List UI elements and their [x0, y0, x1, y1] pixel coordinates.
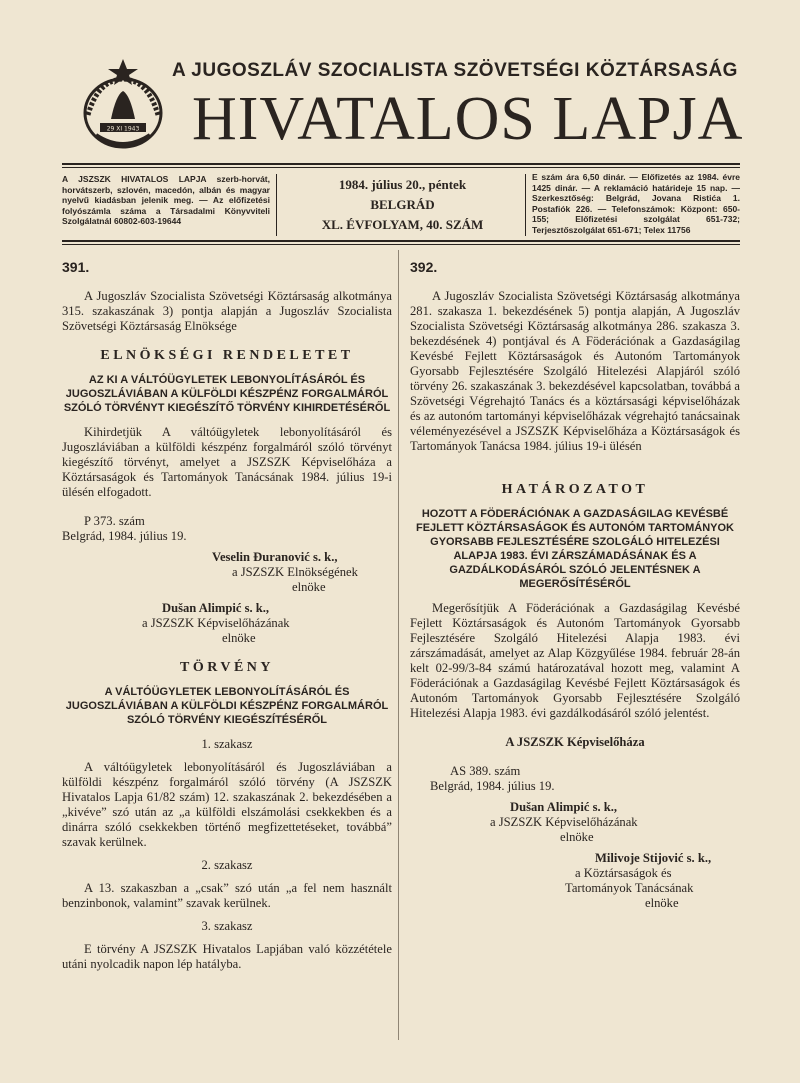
emblem-date: 29 XI 1943: [106, 125, 140, 133]
header-publication-info: A JSZSZK HIVATALOS LAPJA szerb-horvát, horvátszerb, szlovén, macedón, albán és magyar nyelvű kiadásban jelenik meg. — Az előfizetési folyószámla száma a Társadalmi Könyvviteli Szolgálatnál 60802-603-19644: [62, 174, 270, 227]
header-separator-right: [525, 174, 526, 236]
decree-ref-number: P 373. szám: [84, 514, 145, 528]
signatory-role: elnöke: [645, 896, 679, 910]
decree-signature-1: [212, 550, 392, 595]
signatory-name: Dušan Alimpić s. k.,: [510, 800, 618, 814]
header-rule-top-thin: [62, 167, 740, 168]
header-rule-bottom-thin: [62, 244, 740, 245]
signatory-role: a Köztársaságok és: [575, 866, 672, 880]
resolution-ref-number: AS 389. szám: [450, 764, 521, 778]
issue-volume: XL. ÉVFOLYAM, 40. SZÁM: [321, 217, 484, 232]
signatory-name: Milivoje Stijović s. k.,: [595, 851, 712, 865]
gazette-title: HIVATALOS LAPJA: [192, 85, 744, 153]
signatory-role: elnöke: [222, 631, 256, 645]
header-issue-info: [290, 175, 515, 235]
signatory-role: elnöke: [560, 830, 594, 844]
resolution-issuer: A JSZSZK Képviselőháza: [505, 735, 645, 749]
resolution-preamble: A Jugoszláv Szocialista Szövetségi Köztársaság alkotmánya 281. szakasza 1. bekezdésének 5) pontja alapján, A Jugoszláv Szocialista Szövetségi Köztársaság alkotmánya 286. szakasza 3. bekezdésének 4) pontjával és A Föderációnak a Gazdaságilag Kevésbé Fejlett Köztársaságok és Autonóm Tartományok Gyorsabb Fejlesztésére Szolgáló Hitelezési Alapjáról szóló törvény 26. szakaszának 3. bekezdésével kapcsolatban, továbbá a Szövetségi Végrehajtó Tanács és a köztársasági képviselőházak és az autonóm tartományi képviselőházak végrehajtó tanácsainak véleményezésével a JSZSZK Képviselőháza a Köztársaságok és Tartományok Tanácsa 1984. július 19-i ülésén: [410, 289, 740, 453]
signatory-role: Tartományok Tanácsának: [565, 881, 694, 895]
header-rule-bottom: [62, 240, 740, 242]
decree-place-date: Belgrád, 1984. július 19.: [62, 529, 187, 543]
section-3-text: E törvény A JSZSZK Hivatalos Lapjában való közzététele utáni nyolcadik napon lép hatályba.: [62, 942, 392, 971]
signatory-role: a JSZSZK Elnökségének: [232, 565, 358, 579]
issue-city: BELGRÁD: [370, 197, 435, 212]
act-number-391: 391.: [62, 259, 90, 275]
issue-date: 1984. július 20., péntek: [338, 177, 467, 192]
right-column: [410, 260, 740, 911]
law-title: TÖRVÉNY: [179, 660, 274, 675]
decree-preamble: A Jugoszláv Szocialista Szövetségi Köztársaság alkotmánya 315. szakaszának 3) pontja alapján a Jugoszláv Szocialista Szövetségi Köztársaság Elnöksége: [62, 289, 392, 333]
resolution-signature-2: [565, 851, 740, 911]
signatory-role: elnöke: [292, 580, 326, 594]
resolution-title: HATÁROZATOT: [501, 482, 649, 497]
left-column: [62, 260, 392, 972]
decree-body: Kihirdetjük A váltóügyletek lebonyolításáról és Jugoszláviában a külföldi készpénz forgalmáról szóló törvényt kiegészítő törvényt, amelyet a JSZSZK Képviselőháza a Köztársaságok és Tartományok Tanácsának 1984. július 19-i ülésén elfogadott.: [62, 425, 392, 499]
decree-title: ELNÖKSÉGI RENDELETET: [100, 348, 354, 363]
section-3-title: 3. szakasz: [201, 919, 253, 933]
decree-heading: AZ KI A VÁLTÓÜGYLETEK LEBONYOLÍTÁSÁRÓL ÉS JUGOSZLÁVIÁBAN A KÜLFÖLDI KÉSZPÉNZ FORGALMÁRÓL SZÓLÓ TÖRVÉNYT KIEGÉSZÍTŐ TÖRVÉNY KIHIRDETÉSÉRŐL: [63, 374, 391, 414]
header-rule-top: [62, 163, 740, 165]
section-2-text: A 13. szakaszban a „csak” szó után „a fel nem használt benzinbonok, valamint” szavak kerülnek.: [62, 881, 392, 910]
state-emblem-icon: [78, 55, 168, 155]
header-separator-left: [276, 174, 277, 236]
section-1-text: A váltóügyletek lebonyolításáról és Jugoszláviában a külföldi készpénz forgalmáról szóló törvény (A JSZSZK Hivatalos Lapja 61/82 szám) 12. szakaszának 2. bekezdésében a „kivéve” szó után az „a külföldi elszámolási csekkekben és a dinárra szóló csekkekben történő megfizettetéseket, továbbá” szavak kerülnek.: [62, 760, 392, 849]
resolution-heading: HOZOTT A FÖDERÁCIÓNAK A GAZDASÁGILAG KEVÉSBÉ FEJLETT KÖZTÁRSASÁGOK ÉS AUTONÓM TARTOMÁNYOK GYORSABB FEJLESZTÉSÉRE SZOLGÁLÓ HITELEZÉSI ALAPJA 1983. ÉVI ZÁRSZÁMADÁSÁNAK ÉS A GAZDÁLKODÁSÁRÓL SZÓLÓ JELENTÉSNEK A MEGERŐSÍTÉSÉRŐL: [416, 508, 734, 590]
act-number-392: 392.: [410, 259, 438, 275]
resolution-place-date: Belgrád, 1984. július 19.: [430, 779, 555, 793]
header-price-contact: E szám ára 6,50 dinár. — Előfizetés az 1984. évre 1425 dinár. — A reklamáció határideje 15 nap. — Szerkesztőség: Belgrád, Jovana Ristića 1. Postafiók 226. — Telefonszámok: Központ: 650-155; Előfizetési szolgálat 651-732; Terjesztőszolgálat 651-671; Telex 11756: [532, 172, 740, 235]
republic-name: A JUGOSZLÁV SZOCIALISTA SZÖVETSÉGI KÖZTÁRSASÁG: [172, 60, 738, 81]
law-heading: A VÁLTÓÜGYLETEK LEBONYOLÍTÁSÁRÓL ÉS JUGOSZLÁVIÁBAN A KÜLFÖLDI KÉSZPÉNZ FORGALMÁRÓL SZÓLÓ TÖRVÉNY KIEGÉSZÍTÉSÉRŐL: [65, 686, 389, 726]
section-2-title: 2. szakasz: [201, 858, 253, 872]
signatory-role: a JSZSZK Képviselőházának: [490, 815, 638, 829]
section-1-title: 1. szakasz: [201, 737, 253, 751]
resolution-signature-1: [490, 800, 740, 845]
signatory-name: Veselin Đuranović s. k.,: [212, 550, 338, 564]
decree-signature-2: [142, 601, 392, 646]
column-divider: [398, 250, 399, 1040]
resolution-body: Megerősítjük A Föderációnak a Gazdaságilag Kevésbé Fejlett Köztársaságok és Autonóm Tartományok Gyorsabb Fejlesztésére Szolgáló Hitelezési Alapja 1983. évi zárszámadását, amelyet az Alap Közgyűlése 1984. február 28-án kelt 02-99/3-84 számú határozatával hozott meg, valamint A Föderációnak a Gazdaságilag Kevésbé Fejlett Köztársaságok és Autonóm Tartományok Gyorsabb Fejlesztésére Szolgáló Hitelezési Alapja 1983. évi gazdálkodásáról szóló jelentést.: [410, 601, 740, 720]
signatory-role: a JSZSZK Képviselőházának: [142, 616, 290, 630]
signatory-name: Dušan Alimpić s. k.,: [162, 601, 270, 615]
